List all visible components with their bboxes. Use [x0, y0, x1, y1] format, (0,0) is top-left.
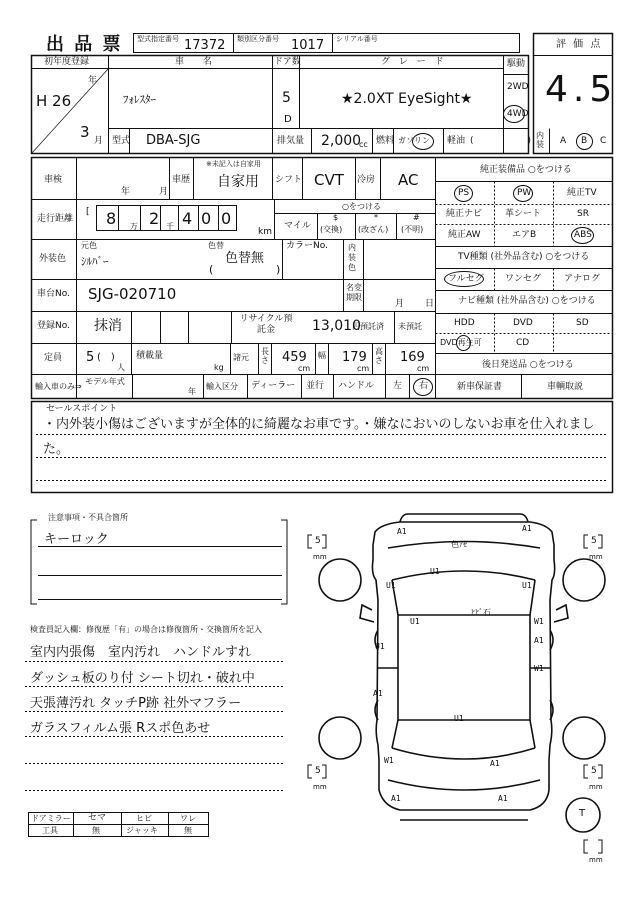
navi-item: DVD再生可 [440, 338, 482, 347]
tread-unit: mm [589, 856, 603, 864]
not-deposited: 未預託 [398, 322, 422, 331]
history-label: 車歴 [172, 175, 191, 185]
equip-item: PS [458, 188, 470, 198]
first-reg-year-unit: 年 [88, 76, 98, 86]
shaken-label: 車検 [44, 175, 63, 185]
dim-label: 諸元 [233, 353, 249, 362]
navi-item: DVD [513, 318, 533, 328]
shaken-month-unit: 月 [159, 187, 169, 197]
drive-2wd: 2WD [507, 82, 529, 92]
first-reg-month: 3 [80, 123, 90, 141]
handle-label: ハンドル [338, 381, 375, 391]
eval-label: 評 価 点 [556, 39, 603, 50]
mileage-divider [178, 205, 179, 231]
damage-mark: U1 [375, 642, 385, 651]
damage-mark: U1 [430, 567, 440, 576]
naiso-color-label: 内装色 [348, 243, 356, 272]
import-parallel: 並行 [306, 381, 325, 391]
interior-c: C [600, 136, 607, 146]
interior-selected-circle [576, 133, 593, 150]
tread-value: 5 [315, 536, 321, 546]
model-value: DBA-SJG [146, 133, 201, 148]
displacement-value: 2,000 [321, 133, 362, 149]
interior-label: 内装 [536, 131, 544, 149]
tread-value: 5 [315, 766, 321, 776]
category-label: 類別区分番号 [237, 35, 279, 43]
capacity-label: 定員 [44, 353, 63, 363]
type-cert-label: 型式指定番号 [137, 35, 179, 43]
mirror-value: セマ [88, 813, 107, 823]
load-label: 積載量 [136, 351, 164, 361]
notes-label: 注意事項・不具合箇所 [48, 513, 128, 522]
first-reg-era: H 26 [36, 92, 72, 110]
damage-mark: A1 [391, 794, 401, 803]
equip-item: 純正TV [567, 188, 597, 198]
tread-unit: mm [313, 553, 327, 561]
navi-item: HDD [454, 318, 475, 328]
wid-cm: cm [357, 364, 370, 373]
mileage-mile: マイル [284, 221, 311, 231]
jack-value: 無 [184, 826, 192, 835]
recycle-label: リサイクル預託金 [239, 314, 293, 335]
break-label: ワレ [180, 814, 196, 823]
equip-item: 革シート [505, 209, 542, 219]
interior-b: B [581, 136, 588, 146]
kaizan-label: (改ざん) [358, 225, 389, 234]
hei-label: 高さ [375, 347, 383, 365]
inspector-line-1: 室内内張傷 室内汚れ ハンドルすれ [30, 645, 252, 660]
damage-mark: U1 [386, 581, 396, 590]
mileage-divider [218, 205, 219, 231]
equip-abs-circle [571, 227, 594, 244]
first-reg-label: 初年度登録 [44, 57, 90, 67]
len-value: 459 [282, 350, 307, 365]
handle-left: 左 [393, 381, 403, 391]
inspector-line-2: ダッシュ板のり付 シート切れ・破れ中 [30, 671, 255, 686]
fuel-label: 燃料 [376, 136, 395, 146]
spare-tire-label: T [579, 808, 586, 819]
equip-item: PW [517, 188, 532, 198]
wid-label: 幅 [318, 351, 326, 360]
displacement-label: 排気量 [277, 136, 305, 146]
interior-a: A [560, 136, 567, 146]
mileage-divider [140, 205, 141, 231]
mileage-label: 走行距離 [37, 214, 74, 224]
tv-item: フルセグ [448, 274, 484, 284]
capacity-value: 5 [86, 350, 95, 365]
damage-mark: A1 [498, 794, 508, 803]
color-paren-close: ) [276, 263, 281, 276]
grade-label: グ レ ー ド [381, 57, 447, 67]
handle-right: 右 [419, 381, 429, 391]
registration-value: 抹消 [94, 318, 122, 334]
damage-mark: A1 [490, 759, 500, 768]
mileage-digit: 0 [201, 209, 212, 228]
drive-label: 駆動 [507, 59, 526, 69]
tread-unit: mm [589, 783, 603, 791]
color-value: ｼﾙﾊﾞｰ [81, 255, 109, 268]
mileage-divider [198, 205, 199, 231]
serial-label: シリアル番号 [336, 35, 378, 43]
later-item: 新車保証書 [457, 382, 503, 392]
damage-mark: U1 [410, 617, 420, 626]
damage-mark: A1 [534, 636, 544, 645]
model-year-label: モデル年式 [85, 377, 125, 386]
capacity-person-unit: 人 [117, 363, 125, 372]
damage-mark: 色ｱｾ [451, 540, 467, 549]
doors-sub: D [284, 114, 292, 125]
meihen-label: 名変期限 [346, 283, 362, 302]
color-orig-label: 元色 [81, 241, 97, 250]
sales-line-1: ・内外装小傷はございますが全体的に綺麗なお車です。・嫌なにおいのしないお車を仕入れまし [43, 417, 595, 432]
fumei-sym: # [413, 213, 420, 222]
tool-label: 工具 [42, 826, 58, 835]
tread-unit: mm [313, 783, 327, 791]
chassis-value: SJG-020710 [88, 285, 177, 303]
color-label: 外装色 [39, 254, 67, 264]
tv-item: ワンセグ [505, 274, 542, 284]
import-dealer: ディーラー [251, 381, 296, 391]
tv-item: アナログ [564, 274, 601, 284]
car-name-label: 車 名 [175, 57, 220, 67]
navi-title: ナビ種類 (社外品含む) ○をつける [458, 296, 596, 306]
diesel-label: 軽油 [447, 136, 466, 146]
car-name-value: ﾌｫﾚｽﾀｰ [123, 93, 156, 106]
mileage-bracket-left: [ [86, 207, 90, 217]
eval-score: 4.5 [545, 69, 618, 110]
damage-mark: ﾋﾋﾞ石 [471, 608, 491, 617]
tool-value: 無 [92, 826, 100, 835]
inspector-line-3: 天張薄汚れ タッチP跡 社外マフラー [30, 696, 242, 711]
shift-label: シフト [275, 175, 303, 185]
jack-label: ジャッキ [126, 826, 158, 835]
mileage-divider [118, 205, 119, 231]
mileage-man-unit: 万 [130, 222, 138, 231]
tread-value: 5 [591, 766, 597, 776]
sales-label: セールスポイント [46, 404, 118, 414]
len-label: 長さ [261, 347, 269, 365]
color-change-label: 色替 [208, 241, 224, 250]
color-paren-open: ( [209, 263, 214, 276]
equip-item: エアB [512, 230, 537, 240]
recycle-value: 13,010 [312, 318, 361, 334]
damage-mark: U1 [454, 714, 464, 723]
registration-label: 登録No. [37, 321, 70, 331]
equip-item: 純正AW [448, 230, 481, 240]
hei-value: 169 [400, 350, 425, 365]
equip-ps-circle [454, 185, 473, 202]
equipment-title: 純正装備品 ○をつける [480, 165, 572, 175]
damage-mark: W1 [534, 617, 544, 626]
len-cm: cm [298, 364, 311, 373]
sales-line-2: た。 [43, 442, 70, 457]
inspector-label: 検査員記入欄：修復歴「有」の場合は修復箇所・交換箇所を記入 [30, 625, 262, 634]
first-reg-month-unit: 月 [94, 136, 104, 146]
form-title: 出 品 票 [46, 34, 123, 55]
tread-unit: mm [589, 553, 603, 561]
navi-dvd-circle [456, 335, 471, 351]
tv-title: TV種類 (社外品含む) ○をつける [458, 252, 590, 262]
mileage-digit: 4 [182, 209, 193, 228]
wid-value: 179 [342, 350, 367, 365]
damage-mark: W1 [534, 664, 544, 673]
chassis-label: 車台No. [37, 289, 70, 299]
shaken-year-unit: 年 [121, 187, 131, 197]
import-label: 輸入車のみ⇒ [35, 382, 82, 391]
damage-mark: U1 [522, 581, 532, 590]
drive-selected-circle [503, 105, 525, 123]
color-no-label: カラーNo. [286, 241, 328, 251]
damage-mark: A1 [522, 524, 532, 533]
later-item: 車輌取説 [547, 382, 584, 392]
tv-fullseg-circle [444, 271, 484, 287]
equip-item: 純正ナビ [446, 209, 483, 219]
diesel-paren: ( ) [470, 136, 532, 146]
mileage-km: km [258, 227, 272, 237]
model-year-unit: 年 [188, 387, 196, 396]
fuel-selected-circle [412, 133, 434, 150]
mileage-digit: 0 [221, 209, 232, 228]
model-label: 型式 [112, 136, 131, 146]
later-title: 後日発送品 ○をつける [482, 360, 574, 370]
handle-selected-circle [413, 378, 433, 396]
equip-item: ABS [574, 230, 592, 240]
kaizan-sym: * [374, 213, 378, 222]
damage-mark: A1 [397, 527, 407, 536]
ac-label: 冷房 [357, 175, 376, 185]
navi-item: CD [516, 338, 530, 348]
mileage-sen-unit: 千 [166, 222, 174, 231]
color-change-value: 色替無 [225, 251, 265, 266]
history-value: 自家用 [217, 174, 259, 190]
fumei-label: (不明) [401, 225, 424, 234]
navi-item: SD [576, 318, 589, 328]
fuel-value: ガソリン [398, 136, 430, 145]
mirror-label: ドアミラー [31, 814, 71, 823]
capacity-paren: ( ) [97, 352, 115, 363]
notes-value: キーロック [44, 532, 109, 547]
equip-pw-circle [513, 185, 533, 202]
mileage-digit: 2 [149, 209, 160, 228]
equip-item: SR [577, 209, 589, 219]
doors-label: ドア数 [274, 57, 301, 67]
import-class-label: 輸入区分 [206, 382, 238, 391]
tread-value: 5 [591, 536, 597, 546]
damage-mark: A1 [373, 689, 383, 698]
crack-label: ヒビ [136, 814, 152, 823]
mileage-divider [160, 205, 161, 231]
mileage-digit: 8 [106, 209, 117, 228]
koukan-label: (交換) [320, 225, 343, 234]
grade-value: ★2.0XT EyeSight★ [341, 91, 473, 107]
load-kg: kg [214, 363, 224, 372]
meihen-month-unit: 月 [395, 299, 405, 309]
type-cert-value: 17372 [184, 38, 226, 53]
mileage-tsukeru: ○をつける [342, 202, 381, 211]
recycle-unit: 円預託済 [352, 322, 384, 331]
inspector-line-4: ガラスフィルム張 Rスポ色あせ [30, 721, 211, 736]
shift-value: CVT [314, 171, 344, 189]
hei-cm: cm [417, 364, 430, 373]
meihen-day-unit: 日 [425, 299, 435, 309]
drive-4wd: 4WD [507, 109, 529, 119]
displacement-unit: cc [359, 140, 368, 149]
mileage-divider [236, 205, 237, 231]
category-value: 1017 [291, 38, 325, 53]
ac-value: AC [398, 171, 419, 189]
koukan-sym: $ [333, 213, 339, 222]
mileage-box [96, 205, 236, 231]
damage-mark: W1 [384, 756, 394, 765]
doors-value: 5 [282, 90, 291, 106]
history-note: ※未記入は自家用 [206, 160, 261, 168]
